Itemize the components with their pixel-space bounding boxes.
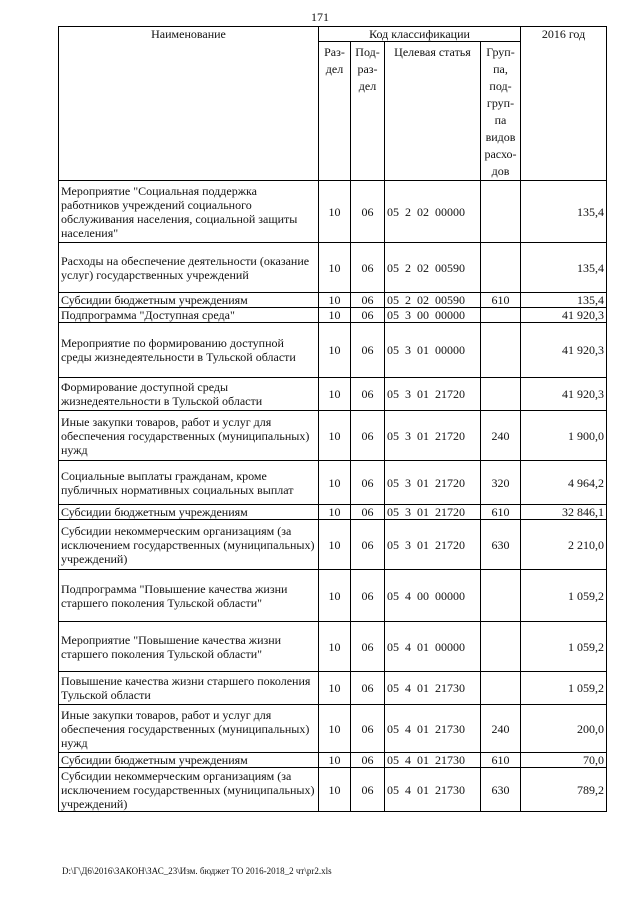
table-row [59, 505, 607, 520]
cell-name: Подпрограмма "Доступная среда" [59, 308, 319, 323]
cell-section: 10 [319, 323, 351, 378]
page-number: 171 [311, 10, 329, 24]
cell-subsection: 06 [351, 461, 385, 505]
cell-target-article: 05 4 01 00000 [385, 622, 481, 672]
cell-target-article: 05 3 01 21720 [385, 378, 481, 411]
cell-name: Субсидии бюджетным учреждениям [59, 505, 319, 520]
cell-target-article: 05 2 02 00590 [385, 293, 481, 308]
cell-expense-group [481, 672, 521, 705]
cell-target-article: 05 4 01 21730 [385, 768, 481, 812]
table-row [59, 308, 607, 323]
budget-table-body [59, 181, 607, 812]
cell-name: Расходы на обеспечение деятельности (оказание услуг) государственных учреждений [59, 243, 319, 293]
cell-subsection: 06 [351, 323, 385, 378]
cell-subsection: 06 [351, 570, 385, 622]
table-row [59, 672, 607, 705]
cell-name: Социальные выплаты гражданам, кроме публичных нормативных социальных выплат [59, 461, 319, 505]
column-header-subsection: Под- раз- дел [351, 42, 385, 181]
table-row [59, 622, 607, 672]
column-header-expense-group: Груп- па, под- груп- па видов расхо- дов [481, 42, 521, 181]
cell-expense-group: 240 [481, 705, 521, 753]
cell-amount: 135,4 [521, 181, 607, 243]
cell-subsection: 06 [351, 308, 385, 323]
cell-name: Мероприятие "Повышение качества жизни старшего поколения Тульской области" [59, 622, 319, 672]
cell-expense-group [481, 378, 521, 411]
table-row [59, 768, 607, 812]
table-row [59, 461, 607, 505]
cell-name: Мероприятие "Социальная поддержка работников учреждений социального обслуживания населения, социальной защиты населения" [59, 181, 319, 243]
cell-name: Подпрограмма "Повышение качества жизни старшего поколения Тульской области" [59, 570, 319, 622]
table-row [59, 323, 607, 378]
column-header-name: Наименование [59, 27, 319, 181]
cell-subsection: 06 [351, 293, 385, 308]
cell-amount: 1 900,0 [521, 411, 607, 461]
cell-section: 10 [319, 520, 351, 570]
cell-expense-group [481, 181, 521, 243]
cell-subsection: 06 [351, 378, 385, 411]
cell-target-article: 05 3 01 21720 [385, 520, 481, 570]
cell-section: 10 [319, 378, 351, 411]
cell-amount: 135,4 [521, 243, 607, 293]
cell-amount: 41 920,3 [521, 323, 607, 378]
cell-amount: 135,4 [521, 293, 607, 308]
cell-amount: 41 920,3 [521, 378, 607, 411]
cell-expense-group [481, 622, 521, 672]
cell-section: 10 [319, 308, 351, 323]
cell-section: 10 [319, 243, 351, 293]
cell-target-article: 05 4 00 00000 [385, 570, 481, 622]
cell-expense-group [481, 243, 521, 293]
cell-target-article: 05 4 01 21730 [385, 672, 481, 705]
cell-amount: 789,2 [521, 768, 607, 812]
cell-expense-group: 630 [481, 520, 521, 570]
cell-subsection: 06 [351, 520, 385, 570]
cell-section: 10 [319, 705, 351, 753]
table-row [59, 753, 607, 768]
cell-name: Повышение качества жизни старшего поколения Тульской области [59, 672, 319, 705]
table-row [59, 378, 607, 411]
cell-subsection: 06 [351, 243, 385, 293]
cell-amount: 1 059,2 [521, 672, 607, 705]
table-row [59, 181, 607, 243]
column-header-classification-code: Код классификации [319, 27, 521, 42]
cell-section: 10 [319, 622, 351, 672]
cell-target-article: 05 3 01 21720 [385, 461, 481, 505]
cell-target-article: 05 3 01 21720 [385, 505, 481, 520]
table-row [59, 520, 607, 570]
column-header-year: 2016 год [521, 27, 607, 181]
cell-name: Субсидии некоммерческим организациям (за исключением государственных (муниципальных) учреждений) [59, 768, 319, 812]
cell-target-article: 05 4 01 21730 [385, 705, 481, 753]
cell-section: 10 [319, 768, 351, 812]
cell-name: Иные закупки товаров, работ и услуг для обеспечения государственных (муниципальных) нужд [59, 411, 319, 461]
cell-subsection: 06 [351, 505, 385, 520]
cell-subsection: 06 [351, 622, 385, 672]
file-path-footer: D:\Г\Д6\2016\ЗАКОН\ЗАС_23\Изм. бюджет ТО 2016-2018_2 чт\pr2.xls [62, 866, 332, 876]
cell-name: Субсидии некоммерческим организациям (за исключением государственных (муниципальных) учреждений) [59, 520, 319, 570]
column-header-section: Раз- дел [319, 42, 351, 181]
cell-subsection: 06 [351, 753, 385, 768]
cell-section: 10 [319, 570, 351, 622]
cell-section: 10 [319, 293, 351, 308]
cell-amount: 70,0 [521, 753, 607, 768]
cell-section: 10 [319, 411, 351, 461]
cell-subsection: 06 [351, 181, 385, 243]
cell-amount: 32 846,1 [521, 505, 607, 520]
cell-expense-group: 630 [481, 768, 521, 812]
cell-expense-group: 610 [481, 753, 521, 768]
cell-expense-group: 240 [481, 411, 521, 461]
cell-expense-group: 610 [481, 293, 521, 308]
cell-subsection: 06 [351, 672, 385, 705]
cell-name: Формирование доступной среды жизнедеятельности в Тульской области [59, 378, 319, 411]
cell-expense-group [481, 570, 521, 622]
column-header-target-article: Целевая статья [385, 42, 481, 181]
cell-amount: 4 964,2 [521, 461, 607, 505]
cell-amount: 2 210,0 [521, 520, 607, 570]
table-row [59, 293, 607, 308]
cell-target-article: 05 2 02 00000 [385, 181, 481, 243]
cell-amount: 41 920,3 [521, 308, 607, 323]
cell-target-article: 05 2 02 00590 [385, 243, 481, 293]
cell-expense-group [481, 308, 521, 323]
cell-expense-group: 610 [481, 505, 521, 520]
table-row [59, 243, 607, 293]
cell-amount: 200,0 [521, 705, 607, 753]
cell-name: Субсидии бюджетным учреждениям [59, 753, 319, 768]
cell-expense-group: 320 [481, 461, 521, 505]
cell-section: 10 [319, 505, 351, 520]
table-row [59, 570, 607, 622]
cell-subsection: 06 [351, 411, 385, 461]
cell-section: 10 [319, 672, 351, 705]
cell-target-article: 05 3 01 00000 [385, 323, 481, 378]
cell-name: Мероприятие по формированию доступной среды жизнедеятельности в Тульской области [59, 323, 319, 378]
budget-table [58, 26, 607, 812]
cell-expense-group [481, 323, 521, 378]
cell-name: Субсидии бюджетным учреждениям [59, 293, 319, 308]
cell-subsection: 06 [351, 705, 385, 753]
cell-amount: 1 059,2 [521, 570, 607, 622]
cell-target-article: 05 3 00 00000 [385, 308, 481, 323]
cell-section: 10 [319, 753, 351, 768]
table-row [59, 411, 607, 461]
cell-section: 10 [319, 181, 351, 243]
header-row-top [59, 27, 607, 42]
cell-target-article: 05 3 01 21720 [385, 411, 481, 461]
table-row [59, 705, 607, 753]
cell-target-article: 05 4 01 21730 [385, 753, 481, 768]
cell-subsection: 06 [351, 768, 385, 812]
cell-amount: 1 059,2 [521, 622, 607, 672]
cell-name: Иные закупки товаров, работ и услуг для обеспечения государственных (муниципальных) нужд [59, 705, 319, 753]
cell-section: 10 [319, 461, 351, 505]
